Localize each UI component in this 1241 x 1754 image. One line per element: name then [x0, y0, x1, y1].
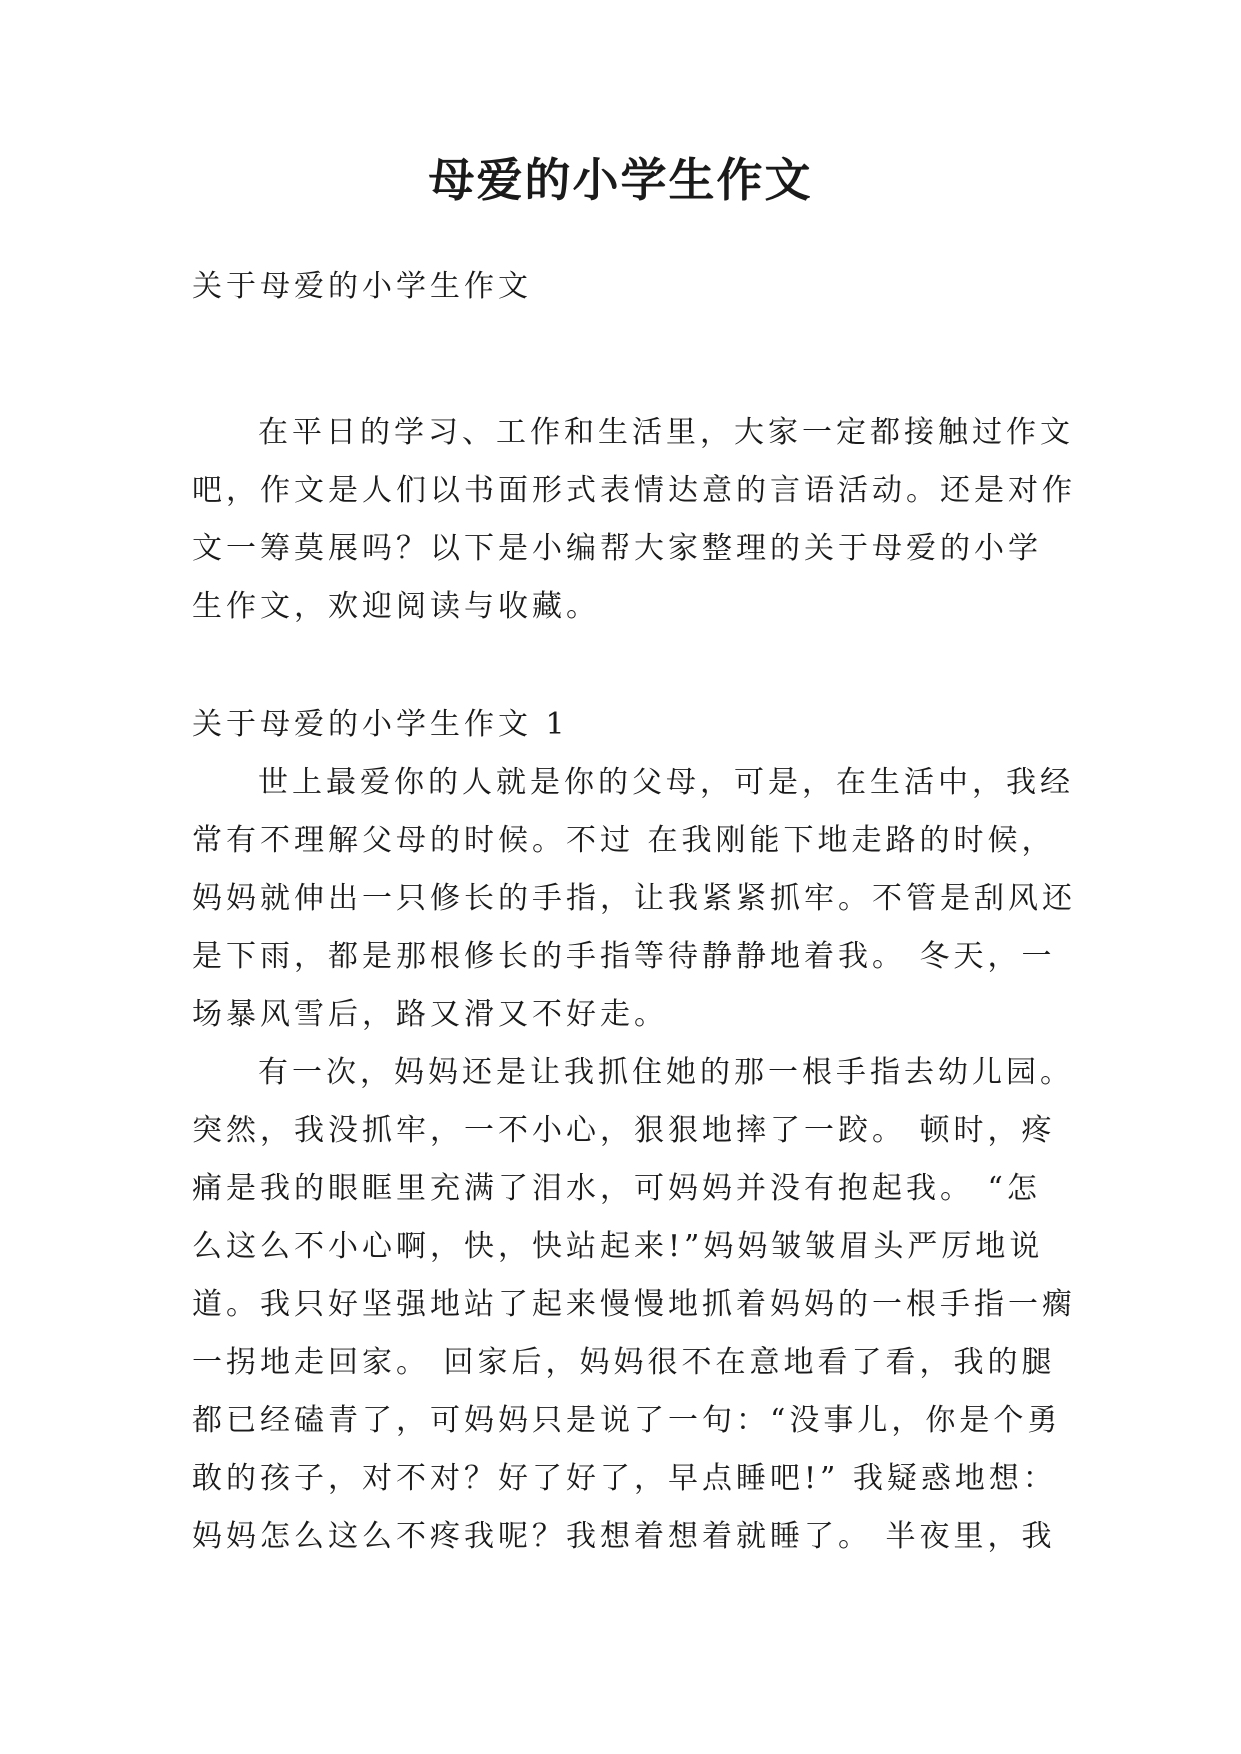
document-subtitle: 关于母爱的小学生作文	[192, 269, 532, 304]
text-line: 敢的孩子，对不对？好了好了，早点睡吧!” 我疑惑地想：	[192, 1461, 1057, 1496]
text-line: 是下雨，都是那根修长的手指等待静静地着我。 冬天，一	[192, 939, 1056, 974]
text-line: 世上最爱你的人就是你的父母，可是，在生活中，我经	[258, 765, 1074, 800]
intro-text	[192, 404, 1076, 636]
text-line: 有一次，妈妈还是让我抓住她的那一根手指去幼儿园。	[258, 1055, 1074, 1090]
text-line: 生作文，欢迎阅读与收藏。	[192, 589, 600, 624]
document-title: 母爱的小学生作文	[428, 153, 813, 207]
text-line: 突然，我没抓牢，一不小心，狠狠地摔了一跤。 顿时，疼	[192, 1113, 1056, 1148]
text-line: 场暴风雪后，路又滑又不好走。	[192, 997, 668, 1032]
text-line: 都已经磕青了，可妈妈只是说了一句：“没事儿，你是个勇	[192, 1403, 1062, 1438]
text-line: 道。我只好坚强地站了起来慢慢地抓着妈妈的一根手指一瘸	[192, 1287, 1076, 1322]
text-line: 常有不理解父母的时候。不过 在我刚能下地走路的时候，	[192, 823, 1056, 858]
section-body	[192, 754, 1076, 1566]
text-line: 文一筹莫展吗？以下是小编帮大家整理的关于母爱的小学	[192, 531, 1042, 566]
body-paragraph-2	[192, 1044, 1076, 1566]
text-line: 吧，作文是人们以书面形式表情达意的言语活动。还是对作	[192, 473, 1076, 508]
text-line: 痛是我的眼眶里充满了泪水，可妈妈并没有抱起我。 “怎	[192, 1171, 1041, 1206]
text-line: 在平日的学习、工作和生活里，大家一定都接触过作文	[258, 415, 1074, 450]
text-line: 一拐地走回家。 回家后，妈妈很不在意地看了看，我的腿	[192, 1345, 1056, 1380]
intro-paragraph	[192, 404, 1076, 636]
section-heading: 关于母爱的小学生作文 1	[192, 707, 569, 742]
text-line: 妈妈就伸出一只修长的手指，让我紧紧抓牢。不管是刮风还	[192, 881, 1076, 916]
text-line: 妈妈怎么这么不疼我呢？我想着想着就睡了。 半夜里，我	[192, 1519, 1056, 1554]
body-paragraph-1	[192, 754, 1076, 1044]
text-line: 么这么不小心啊，快，快站起来!”妈妈皱皱眉头严厉地说	[192, 1229, 1044, 1264]
